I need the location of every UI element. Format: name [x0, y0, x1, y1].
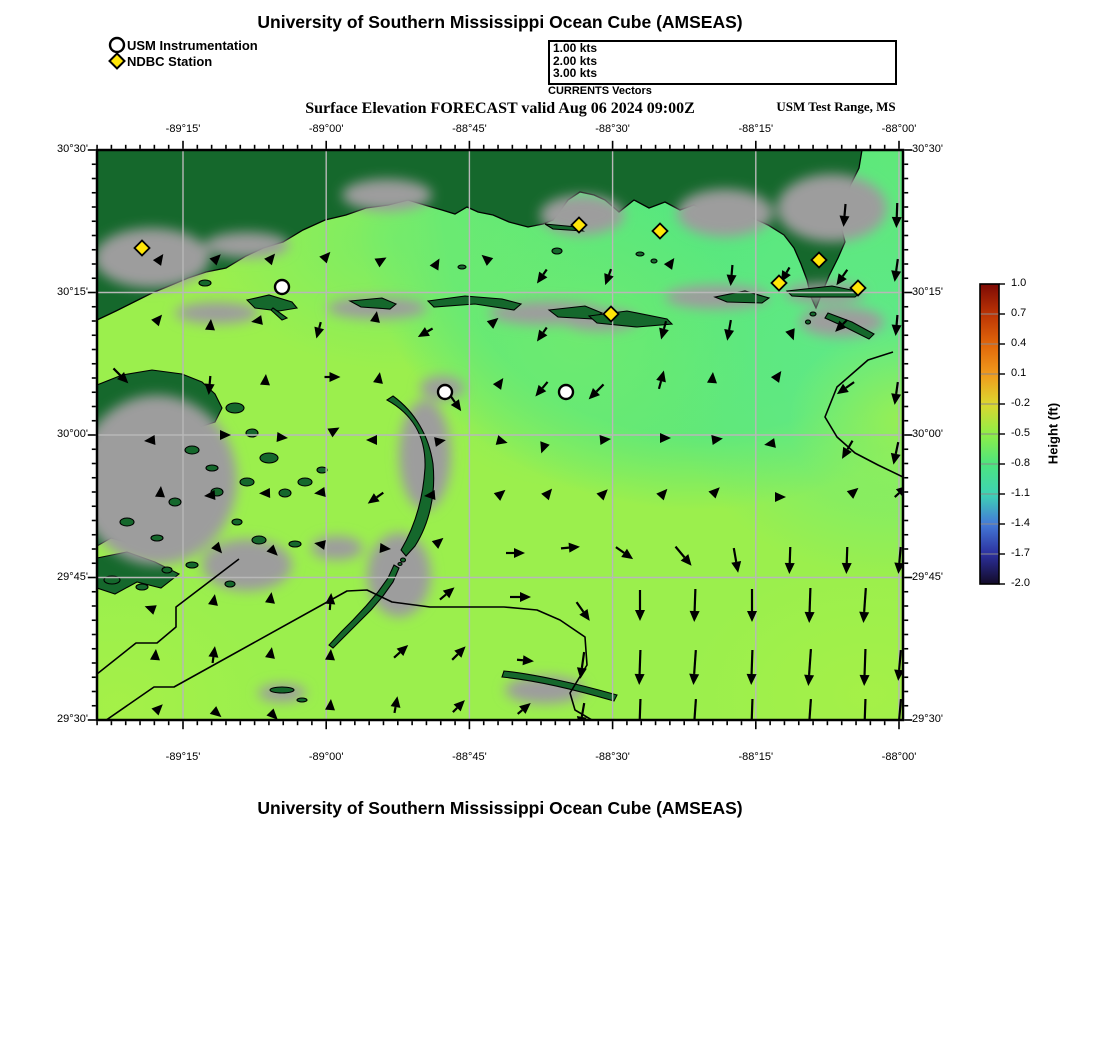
x-axis-label-top: -88°30'	[595, 123, 630, 135]
colorbar-tick-label: 1.0	[1011, 277, 1027, 289]
colorbar-tick-label: -0.8	[1011, 457, 1030, 469]
current-arrow-tail	[897, 315, 898, 325]
current-arrow-head	[804, 725, 814, 736]
x-axis-label-bottom: -89°15'	[165, 751, 201, 763]
y-axis-label-right: 30°30'	[912, 143, 943, 155]
colorbar-tick-label: -0.5	[1011, 427, 1030, 439]
y-axis-label-left: 30°00'	[57, 428, 88, 440]
colorbar-tick-label: 0.7	[1011, 307, 1027, 319]
colorbar-axis-title: Height (ft)	[1045, 402, 1061, 465]
ndbc-diamond-marker-icon	[110, 54, 125, 69]
y-axis-label-left: 30°15'	[57, 285, 88, 298]
x-axis-label-bottom: -88°45'	[452, 751, 487, 763]
y-axis-label-left: 30°30'	[57, 143, 88, 155]
current-arrow-tail	[319, 322, 321, 328]
x-axis-label-top: -88°00'	[881, 123, 917, 135]
key-row-3-label: 3.00 kts	[553, 66, 598, 80]
usm-station-marker	[275, 280, 289, 294]
legend-label-ndbc: NDBC Station	[127, 54, 213, 69]
current-arrow-tail	[561, 548, 569, 549]
current-arrow-tail	[330, 604, 331, 610]
current-arrow-tail	[790, 547, 791, 563]
colorbar-tick-label: -2.0	[1011, 577, 1030, 589]
x-axis-label-bottom: -89°00'	[308, 751, 344, 763]
current-arrow-head	[689, 725, 699, 736]
figure-title-top: University of Southern Mississippi Ocean Cube (AMSEAS)	[257, 12, 743, 32]
current-arrow-tail	[210, 376, 211, 384]
forecast-subtitle: Surface Elevation FORECAST valid Aug 06 2024 09:00Z	[305, 100, 695, 117]
colorbar-tick-label: -0.2	[1011, 397, 1030, 409]
x-axis-label-top: -89°15'	[165, 123, 201, 135]
current-arrow-tail	[899, 547, 900, 563]
x-axis-label-top: -88°45'	[452, 123, 487, 135]
current-arrow-head	[577, 716, 587, 728]
current-arrow-tail	[810, 588, 811, 612]
y-axis-label-left: 29°30'	[57, 713, 88, 725]
current-arrow-head	[635, 725, 645, 736]
x-axis-label-top: -88°15'	[738, 123, 774, 135]
usm-station-marker	[559, 385, 573, 399]
y-axis-label-right: 30°15'	[912, 285, 943, 298]
current-arrow-tail	[517, 660, 523, 661]
colorbar-ticks	[999, 284, 1005, 584]
colorbar-tick-label: -1.7	[1011, 547, 1030, 559]
vector-key-box	[548, 40, 897, 85]
colorbar-tick-label: -1.4	[1011, 517, 1030, 529]
y-axis-label-right: 29°30'	[912, 713, 943, 725]
current-arrow-tail	[640, 650, 641, 674]
usm-circle-marker-icon	[110, 38, 124, 52]
figure-title-bottom: University of Southern Mississippi Ocean Cube (AMSEAS)	[257, 798, 743, 818]
x-axis-label-bottom: -88°00'	[881, 751, 917, 763]
x-axis-label-bottom: -88°15'	[738, 751, 774, 763]
current-arrow-tail	[394, 707, 395, 713]
colorbar-tick-label: -1.1	[1011, 487, 1030, 499]
y-axis-label-right: 29°45'	[912, 570, 943, 583]
current-arrow-tail	[865, 649, 866, 675]
current-arrow-tail	[213, 657, 214, 663]
colorbar	[980, 284, 1005, 584]
x-axis-label-bottom: -88°30'	[595, 751, 630, 763]
vector-key-caption: CURRENTS Vectors	[548, 85, 652, 97]
key-row-1-label: 1.00 kts	[553, 41, 598, 55]
current-arrow-tail	[844, 204, 845, 216]
current-arrow-tail	[847, 547, 848, 563]
colorbar-tick-label: 0.4	[1011, 337, 1027, 349]
y-axis-label-left: 29°45'	[57, 570, 88, 583]
key-row-2-label: 2.00 kts	[553, 53, 598, 68]
water-shade	[687, 565, 1047, 825]
current-arrow-tail	[752, 650, 753, 674]
current-arrow-tail	[732, 265, 733, 275]
x-axis-label-top: -89°00'	[308, 123, 344, 135]
region-label: USM Test Range, MS	[776, 99, 896, 114]
legend-label-usm: USM Instrumentation	[127, 38, 258, 53]
current-arrow-tail	[695, 589, 696, 611]
colorbar-tick-label: 0.1	[1011, 367, 1027, 379]
usm-station-marker	[438, 385, 452, 399]
y-axis-label-right: 30°00'	[912, 428, 943, 440]
current-arrow-head	[860, 725, 870, 736]
